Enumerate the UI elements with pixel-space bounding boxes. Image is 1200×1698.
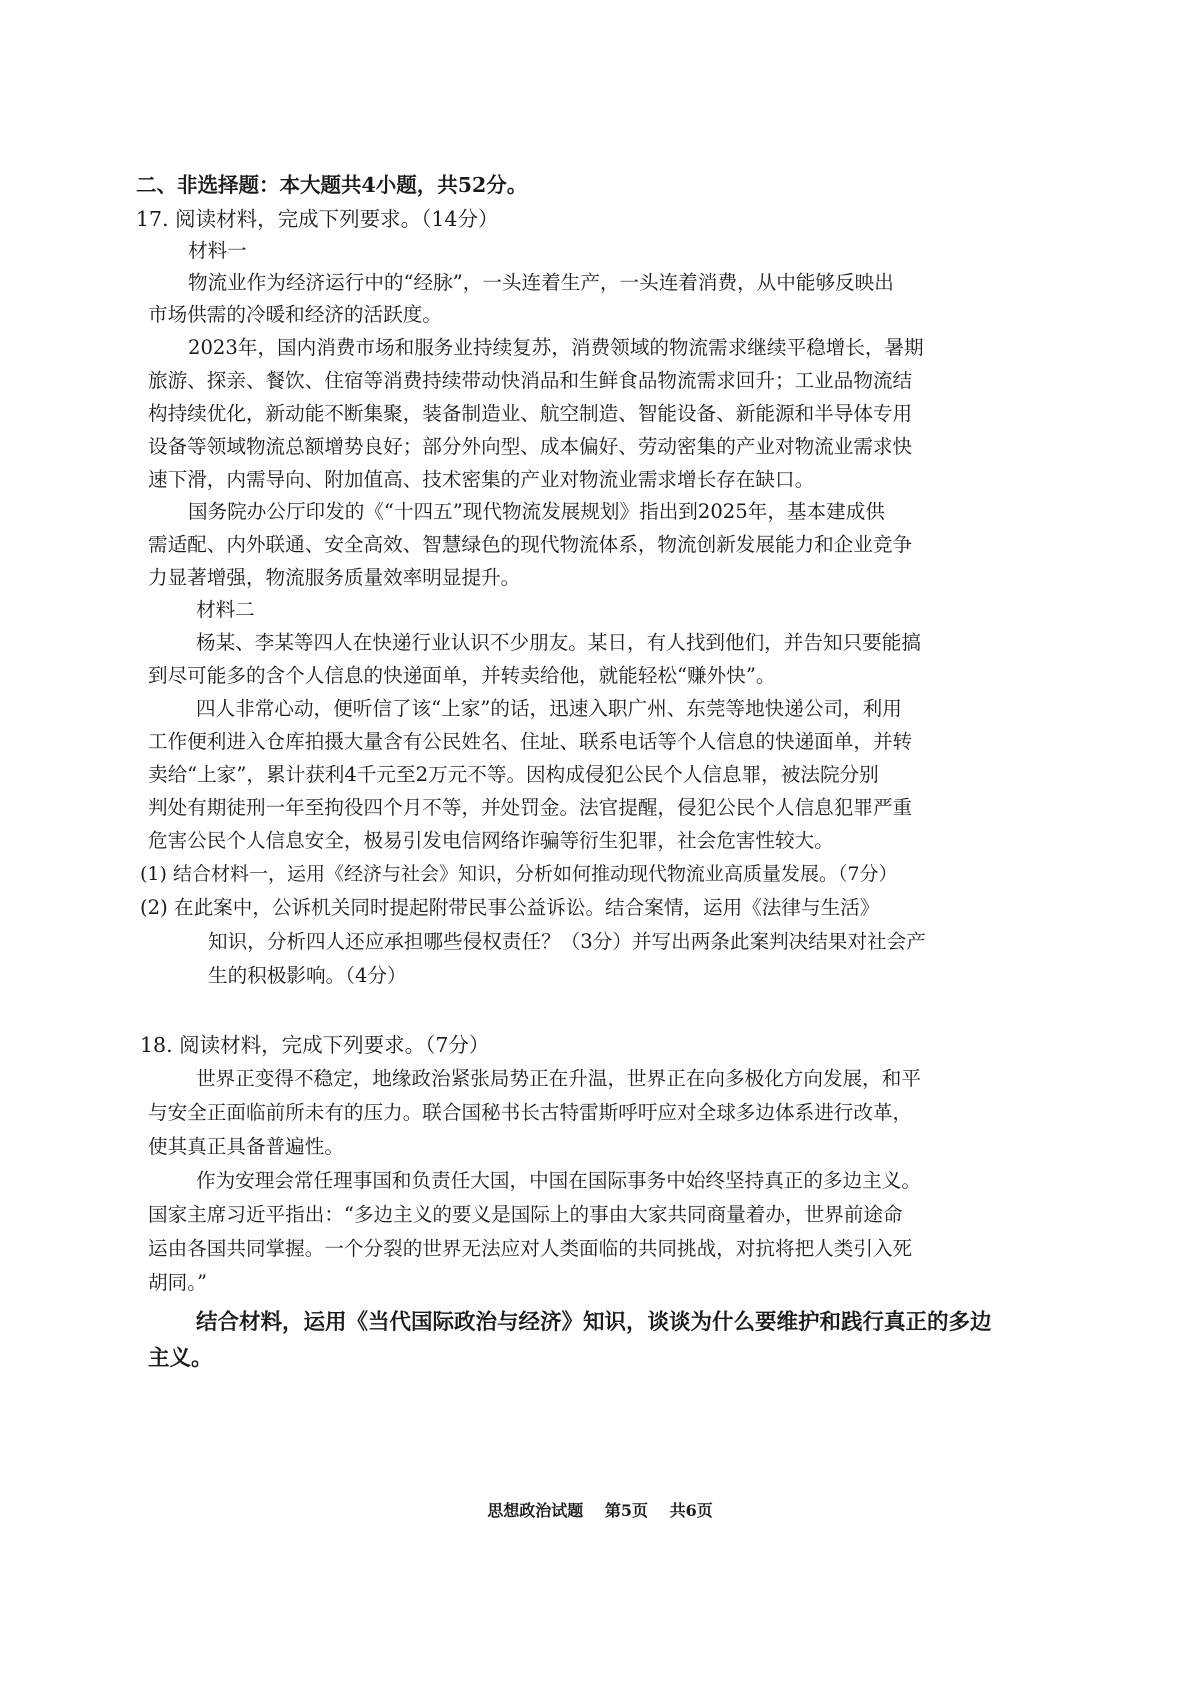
section-heading: 二、非选择题：本大题共4小题，共52分。	[136, 173, 528, 197]
q18-p2-line1: 作为安理会常任理事国和负责任大国，中国在国际事务中始终坚持真正的多边主义。	[196, 1169, 921, 1192]
q17-heading: 17. 阅读材料，完成下列要求。（14分）	[136, 207, 499, 231]
q17-m1-p1-line2: 市场供需的冷暖和经济的活跃度。	[148, 303, 442, 326]
q17-sub2-line3: 生的积极影响。（4分）	[208, 964, 407, 987]
q17-m1-p3-line2: 需适配、内外联通、安全高效、智慧绿色的现代物流体系，物流创新发展能力和企业竞争	[148, 533, 913, 556]
q17-sub2-line1: (2) 在此案中，公诉机关同时提起附带民事公益诉讼。结合案情，运用《法律与生活》	[140, 896, 880, 919]
q17-m2-p1-line2: 到尽可能多的含个人信息的快递面单，并转卖给他，就能轻松“赚外快”。	[148, 664, 776, 687]
q17-m1-p2-line2: 旅游、探亲、餐饮、住宿等消费持续带动快消品和生鲜食品物流需求回升；工业品物流结	[148, 369, 913, 392]
q17-m1-p2-line1: 2023年，国内消费市场和服务业持续复苏，消费领域的物流需求继续平稳增长，暑期	[188, 336, 924, 359]
q17-m1-p2-line5: 速下滑，内需导向、附加值高、技术密集的产业对物流业需求增长存在缺口。	[148, 468, 815, 491]
q18-p2-line3: 运由各国共同掌握。一个分裂的世界无法应对人类面临的共同挑战，对抗将把人类引入死	[148, 1237, 913, 1260]
q17-m1-p2-line4: 设备等领域物流总额增势良好；部分外向型、成本偏好、劳动密集的产业对物流业需求快	[148, 435, 913, 458]
q17-m2-p2-line5: 危害公民个人信息安全，极易引发电信网络诈骗等衍生犯罪，社会危害性较大。	[148, 829, 834, 852]
footer-subject: 思想政治试题	[487, 1501, 584, 1520]
q17-m2-p2-line2: 工作便利进入仓库拍摄大量含有公民姓名、住址、联系电话等个人信息的快递面单，并转	[148, 730, 913, 753]
footer-total-pages: 共6页	[669, 1501, 713, 1520]
q18-p2-line2: 国家主席习近平指出：“多边主义的要义是国际上的事由大家共同商量着办，世界前途命	[148, 1203, 903, 1226]
q17-m2-p1-line1: 杨某、李某等四人在快递行业认识不少朋友。某日，有人找到他们，并告知只要能搞	[196, 631, 921, 654]
q17-material2-label: 材料二	[196, 598, 255, 621]
q17-sub2-line2: 知识，分析四人还应承担哪些侵权责任？（3分）并写出两条此案判决结果对社会产	[208, 930, 926, 953]
q17-m1-p3-line1: 国务院办公厅印发的《“十四五”现代物流发展规划》指出到2025年，基本建成供	[188, 500, 885, 523]
q18-task-line1: 结合材料，运用《当代国际政治与经济》知识，谈谈为什么要维护和践行真正的多边	[196, 1310, 992, 1335]
q18-p2-line4: 胡同。”	[148, 1271, 207, 1294]
q17-m1-p1-line1: 物流业作为经济运行中的“经脉”，一头连着生产，一头连着消费，从中能够反映出	[188, 271, 894, 294]
page-footer	[0, 1499, 1200, 1523]
q17-m2-p2-line4: 判处有期徒刑一年至拘役四个月不等，并处罚金。法官提醒，侵犯公民个人信息犯罪严重	[148, 796, 913, 819]
q17-m2-p2-line3: 卖给“上家”，累计获利4千元至2万元不等。因构成侵犯公民个人信息罪，被法院分别	[148, 763, 879, 786]
q18-p1-line3: 使其真正具备普遍性。	[148, 1135, 344, 1158]
q18-p1-line1: 世界正变得不稳定，地缘政治紧张局势正在升温，世界正在向多极化方向发展，和平	[196, 1067, 921, 1090]
q17-m1-p2-line3: 构持续优化，新动能不断集聚，装备制造业、航空制造、智能设备、新能源和半导体专用	[148, 402, 913, 425]
q18-heading: 18. 阅读材料，完成下列要求。（7分）	[140, 1033, 490, 1057]
q18-task-line2: 主义。	[148, 1346, 213, 1371]
footer-page-number: 第5页	[604, 1501, 648, 1520]
q17-m2-p2-line1: 四人非常心动，便听信了该“上家”的话，迅速入职广州、东莞等地快递公司，利用	[196, 697, 902, 720]
q17-sub1: (1) 结合材料一，运用《经济与社会》知识，分析如何推动现代物流业高质量发展。（7分）	[140, 863, 898, 885]
q17-material1-label: 材料一	[188, 239, 247, 262]
q17-m1-p3-line3: 力显著增强，物流服务质量效率明显提升。	[148, 566, 521, 589]
q18-p1-line2: 与安全正面临前所未有的压力。联合国秘书长古特雷斯呼吁应对全球多边体系进行改革，	[148, 1101, 913, 1124]
